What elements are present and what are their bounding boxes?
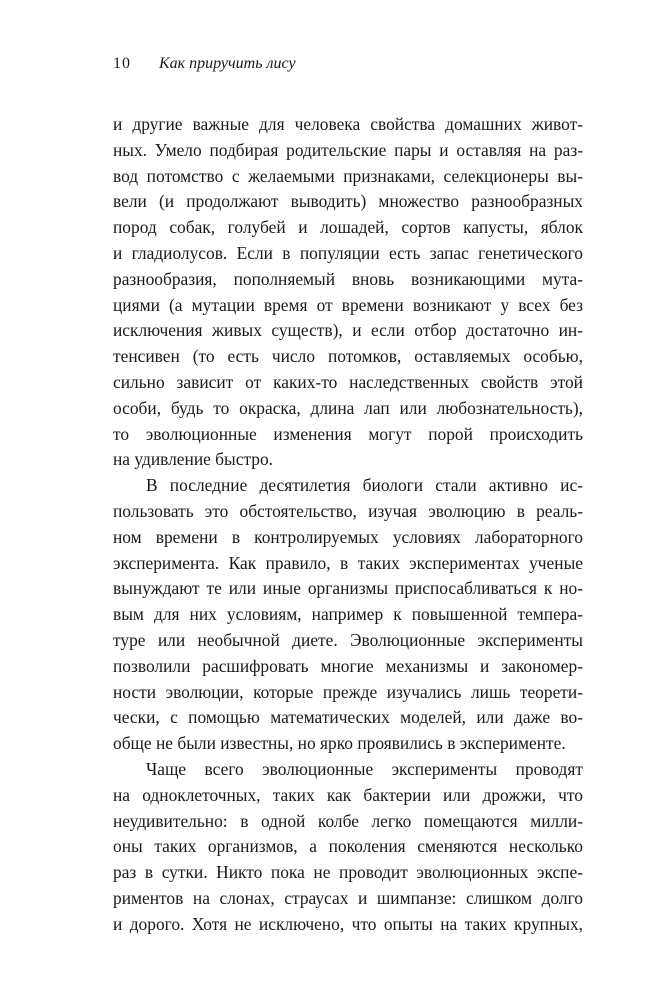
text-line: эксперимента. Как правило, в таких экспериментах ученые [113,552,583,573]
text-line: и другие важные для человека свойства домашних живот- [113,114,583,134]
text-line: Чаще всего эволюционные эксперименты проводят [146,758,583,779]
text-line: туре или необычной диете. Эволюционные эксперименты [113,629,583,650]
text-line: оны таких организмов, а поколения сменяются несколько [113,836,583,857]
text-line: разнообразия, пополняемый вновь возникающими мута- [113,268,583,289]
text-line: особи, будь то окраска, длина лап или любознательность), [113,397,583,418]
text-line: на удивление быстро. [113,449,273,470]
text-line: исключения живых существ), и если отбор достаточно ин- [113,320,583,341]
text-line: неудивительно: в одной колбе легко помещаются милли- [113,810,583,831]
text-line: сильно зависит от каких-то наследственных свойств этой [113,371,583,392]
text-line: пользовать это обстоятельство, изучая эволюцию в реаль- [113,500,583,521]
text-line: и гладиолусов. Если в популяции есть запас генетического [113,242,583,263]
paragraph [113,473,583,757]
text-line: пород собак, голубей и лошадей, сортов капусты, яблок [113,217,583,238]
text-line: вод потомство с желаемыми признаками, селекционеры вы- [113,165,583,186]
page-number: 10 [113,55,131,72]
text-line: ных. Умело подбирая родительские пары и оставляя на раз- [113,139,583,160]
text-line: обще не были известны, но ярко проявились в эксперименте. [113,733,566,754]
body-text [113,112,583,938]
text-line: вым для них условиям, например к повышенной темпера- [113,604,583,625]
text-line: риментов на слонах, страусах и шимпанзе: слишком долго [113,887,583,908]
text-line: чески, с помощью математических моделей, или даже во- [113,707,583,728]
text-line: позволили расшифровать многие механизмы и закономер- [113,655,583,676]
text-line: ности эволюции, которые прежде изучались лишь теорети- [113,681,583,702]
text-line: ном времени в контролируемых условиях лабораторного [113,526,583,547]
text-line: вынуждают те или иные организмы приспосабливаться к но- [113,578,583,599]
text-line: тенсивен (то есть число потомков, оставляемых особью, [113,346,583,367]
text-line: циями (а мутации время от времени возникают у всех без [113,294,583,315]
text-line: раз в сутки. Никто пока не проводит эволюционных экспе- [113,862,583,883]
paragraph [113,757,583,938]
text-line: вели (и продолжают выводить) множество разнообразных [113,191,583,212]
text-line: и дорого. Хотя не исключено, что опыты на таких крупных, [113,913,583,934]
text-line: В последние десятилетия биологи стали активно ис- [146,475,583,496]
text-line: то эволюционные изменения могут порой происходить [113,423,583,444]
text-line: на одноклеточных, таких как бактерии или дрожжи, что [113,784,583,805]
paragraph [113,112,583,473]
running-title: Как приручить лису [159,55,296,72]
running-header [113,54,296,74]
